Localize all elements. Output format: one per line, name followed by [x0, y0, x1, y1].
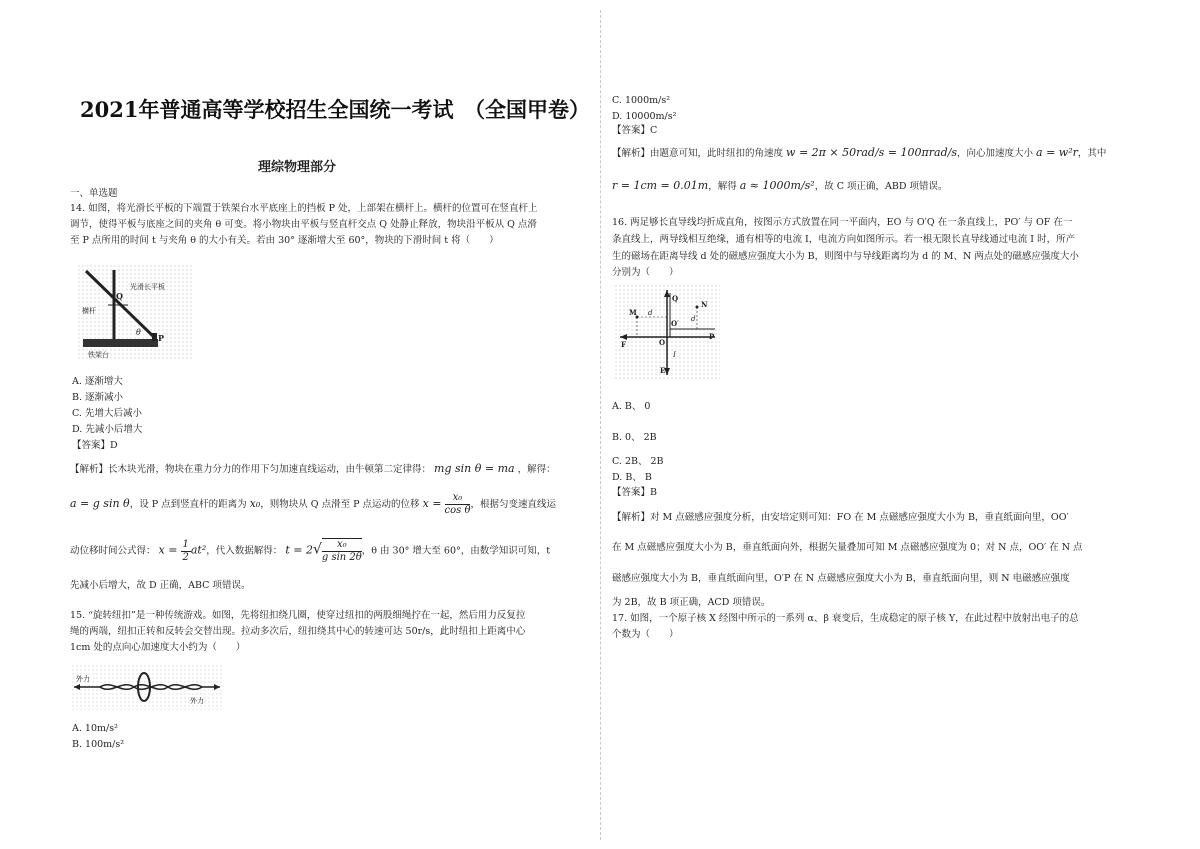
q15-option-a: A. 10m/s²	[72, 723, 118, 734]
sqrt-icon: √	[312, 541, 322, 558]
q15-ana2-text-b: ，故 C 项正确，ABD 项错误。	[814, 181, 948, 192]
q16-fig-i: I	[673, 351, 676, 359]
q16-fig-q: Q	[672, 294, 679, 303]
q14-fig-q-label: Q	[116, 291, 123, 301]
q15-line2: 绳的两端，纽扣正转和反转会交替出现。拉动多次后，纽扣绕其中心的转速可达 50r/s，此时纽扣上距离中心	[70, 626, 526, 637]
q14-ana1-end: ，解得：	[517, 464, 556, 475]
q16-analysis-line4: 为 2B，故 B 项正确，ACD 项错误。	[612, 597, 771, 608]
q14-option-c: C. 先增大后减小	[72, 408, 142, 419]
q16-line3: 生的磁场在距离导线 d 处的磁感应强度大小为 B，则图中与导线距离均为 d 的 M、N 两点处的磁感应强度大小	[612, 251, 1079, 262]
q14-line3: 至 P 点所用的时间 t 与夹角 θ 的大小有关。若由 30° 逐渐增大至 60°，物块的下滑时间 t 将（ ）	[70, 235, 499, 246]
q14-line2: 调节，使得平板与底座之间的夹角 θ 可变。将小物块由平板与竖直杆交点 Q 处静止释放，物块沿平板从 Q 点滑	[70, 219, 537, 230]
page-subtitle: 理综物理部分	[258, 160, 337, 175]
q14-ana1-text: 【解析】长木块光滑，物块在重力分力的作用下匀加速直线运动，由牛顿第二定律得：	[70, 464, 432, 475]
q14-option-b: B. 逐渐减小	[72, 392, 124, 403]
q14-ana2-fraction	[445, 492, 471, 517]
q16-fig-e: E	[660, 366, 666, 375]
q16-analysis-line1: 【解析】对 M 点磁感应强度分析，由安培定则可知：FO 在 M 点磁感应强度大小为 B，垂直纸面向里，OO′	[612, 512, 1069, 523]
q14-ana2-x0: x₀	[249, 497, 261, 510]
q16-option-b: B. 0、 2B	[612, 432, 657, 443]
q16-fig-d1: d	[648, 309, 653, 317]
q15-fig-left-force: 外力	[76, 675, 90, 683]
q15-option-c: C. 1000m/s²	[612, 95, 671, 106]
q14-ana3-half	[181, 539, 191, 564]
q16-option-d: D. B、 B	[612, 472, 652, 483]
q15-ana1-formula: w = 2π × 50rad/s = 100πrad/s	[786, 146, 957, 159]
q15-line1: 15. “旋转纽扣”是一种传统游戏。如图，先将纽扣绕几圈，使穿过纽扣的两股细绳拧在一起，然后用力反复拉	[70, 610, 526, 621]
q16-wire-figure	[615, 285, 720, 380]
q15-answer: 【答案】C	[612, 125, 658, 136]
q15-analysis-line2	[612, 178, 948, 194]
q15-ana1-text: 【解析】由题意可知，此时纽扣的角速度	[612, 148, 784, 159]
q14-option-a: A. 逐渐增大	[72, 376, 123, 387]
q15-button-figure	[72, 665, 222, 710]
q14-ana2-text-b: ，则物块从 Q 点滑至 P 点运动的位移	[260, 499, 420, 510]
q16-fig-m: M	[629, 308, 637, 317]
q17-line2: 个数为（ ）	[612, 629, 679, 640]
q14-line1: 14. 如图，将光滑长平板的下端置于铁架台水平底座上的挡板 P 处，上部架在横杆上。横杆的位置可在竖直杆上	[70, 203, 538, 214]
q14-fig-stand-label: 铁架台	[88, 351, 109, 359]
q14-ana3-sqrt-den: g sin 2θ	[321, 552, 362, 563]
q16-line1: 16. 两足够长直导线均折成直角，按图示方式放置在同一平面内，EO 与 O′Q 在一条直线上，PO′ 与 OF 在一	[612, 217, 1073, 228]
q14-ana3-at2: at²	[190, 543, 207, 557]
q16-option-a: A. B、 0	[612, 401, 651, 412]
q16-line4: 分别为（ ）	[612, 267, 679, 278]
q16-fig-o: O	[659, 338, 666, 347]
q14-fig-theta-label: θ	[136, 328, 141, 337]
q14-ana3-text-b: ，代入数据解得：	[206, 545, 283, 557]
page-title: 2021年普通高等学校招生全国统一考试 （全国甲卷）	[80, 97, 590, 122]
q16-answer: 【答案】B	[612, 487, 657, 498]
q14-ana2-formula: a = g sin θ	[70, 497, 130, 510]
q14-answer: 【答案】D	[72, 440, 118, 451]
q15-option-d: D. 10000m/s²	[612, 111, 677, 122]
q14-incline-figure	[78, 265, 193, 360]
q14-fig-board-label: 光滑长平板	[130, 283, 165, 291]
q14-ana3-x: x =	[158, 543, 178, 557]
q15-ana1-text-c: ，其中	[1077, 148, 1107, 159]
q16-fig-n: N	[701, 300, 708, 309]
q14-option-d: D. 先减小后增大	[72, 424, 143, 435]
q14-ana2-num: x₀	[445, 492, 471, 505]
q15-fig-right-force: 外力	[190, 697, 204, 705]
q15-ana2-formula: r = 1cm = 0.01m	[612, 179, 709, 192]
section-heading: 一、单选题	[70, 188, 118, 199]
q16-fig-d2: d	[691, 315, 696, 323]
q15-ana2-text: ，解得	[708, 181, 737, 192]
q14-analysis-line4: 先减小后增大，故 D 正确，ABC 项错误。	[70, 580, 251, 591]
q14-ana3-sqrt-frac	[322, 538, 362, 564]
q15-analysis-line1	[612, 145, 1106, 161]
q16-analysis-line3: 磁感应强度大小为 B，垂直纸面向里，O′P 在 N 点磁感应强度大小为 B，垂直纸面向里，则 N 电磁感应强度	[612, 573, 1070, 584]
q16-option-c: C. 2B、 2B	[612, 456, 664, 467]
q16-fig-p: P	[709, 332, 715, 341]
q14-ana3-half-num: 1	[182, 538, 189, 550]
column-divider	[600, 10, 601, 840]
q14-ana3-half-den: 2	[182, 551, 189, 563]
q16-fig-f: F	[621, 340, 626, 349]
q14-analysis-line2	[70, 492, 556, 517]
q14-ana3-sqrt-num: x₀	[322, 539, 362, 552]
q15-ana1-formula2: a = w²r	[1036, 146, 1078, 159]
q16-line2: 条直线上，两导线相互绝缘，通有相等的电流 I，电流方向如图所示。若一根无限长直导线通过电流 I 时，所产	[612, 234, 1076, 245]
q14-ana2-text-c: ，根据匀变速直线运	[470, 499, 556, 510]
q14-analysis-line1	[70, 461, 556, 477]
q14-ana1-formula: mg sin θ = ma	[434, 462, 515, 475]
q14-fig-bar-label: 横杆	[82, 307, 96, 315]
q15-ana1-text-b: ，向心加速度大小	[956, 148, 1033, 159]
q14-ana2-text: ，设 P 点到竖直杆的距离为	[129, 499, 247, 510]
q15-option-b: B. 100m/s²	[72, 739, 125, 750]
q14-fig-p-label: P	[158, 333, 165, 343]
q14-ana3-t: t = 2	[285, 543, 313, 557]
q14-ana2-den: cos θ	[444, 505, 471, 516]
q14-analysis-line3	[70, 538, 550, 564]
q17-line1: 17. 如图，一个原子核 X 经图中所示的一系列 α、β 衰变后，生成稳定的原子核 Y，在此过程中放射出电子的总	[612, 613, 1079, 624]
q14-ana3-text: 动位移时间公式得：	[70, 545, 156, 557]
q16-fig-o2: O′	[671, 319, 679, 328]
q16-analysis-line2: 在 M 点磁感应强度大小为 B，垂直纸面向外，根据矢量叠加可知 M 点磁感应强度为 0；对 N 点，OO′ 在 N 点	[612, 542, 1083, 553]
q14-ana2-x: x =	[422, 497, 442, 510]
q15-ana2-formula2: a ≈ 1000m/s²	[739, 179, 815, 192]
q14-ana3-text-c: ，θ 由 30° 增大至 60°，由数学知识可知，t	[361, 545, 551, 557]
q15-line3: 1cm 处的点向心加速度大小约为（ ）	[70, 642, 246, 653]
